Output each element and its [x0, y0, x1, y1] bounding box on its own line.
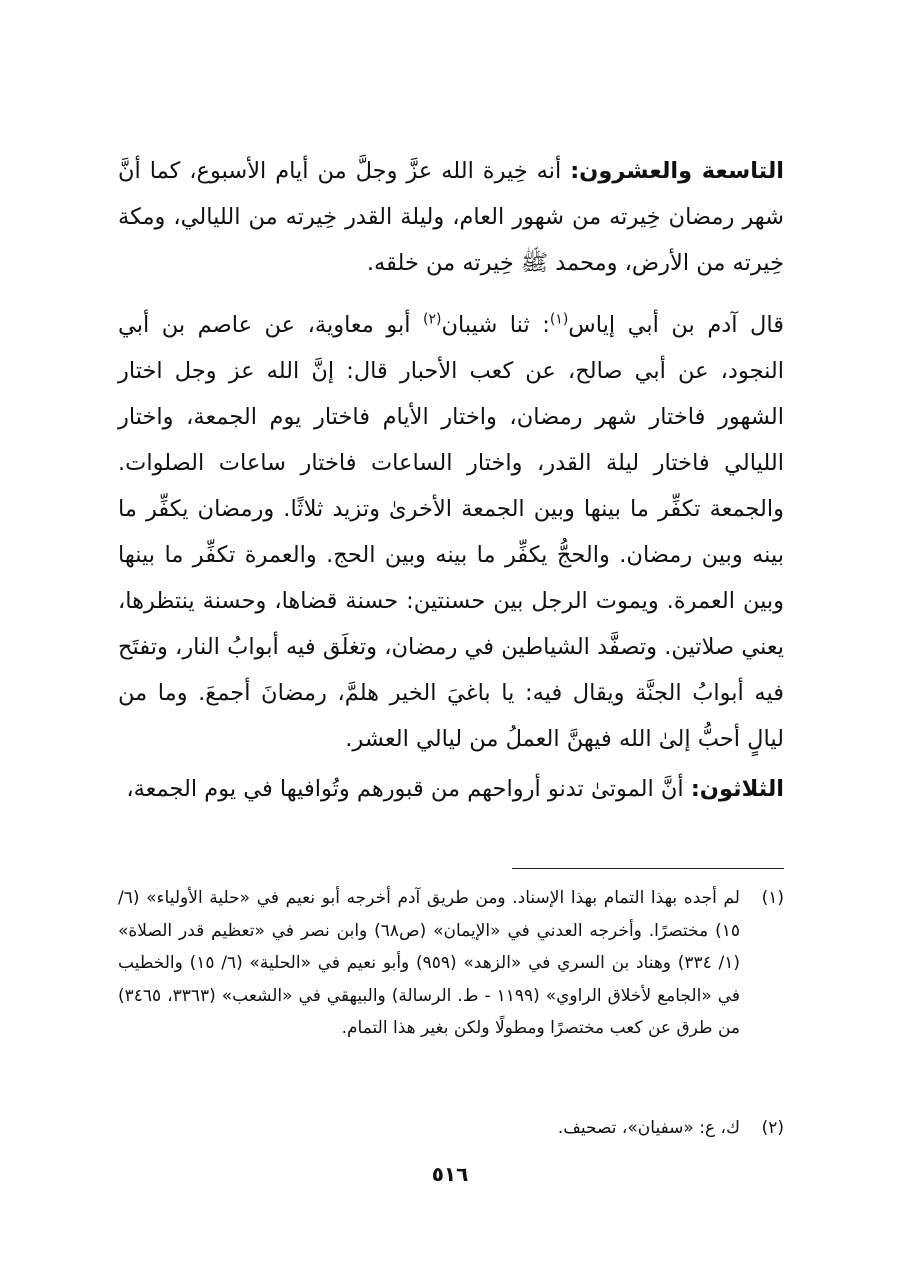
paragraph-heading: الثلاثون:: [690, 776, 784, 802]
paragraph-thirtieth: [118, 766, 784, 812]
footnote-text: ك، ع: «سفيان»، تصحيف.: [557, 1118, 740, 1138]
footnote-ref-2[interactable]: (٢): [423, 311, 442, 328]
footnote-1: [118, 882, 784, 1045]
footnote-number: (١): [761, 888, 784, 908]
page-number: ٥١٦: [431, 1162, 469, 1186]
paragraph-text: أبو معاوية، عن عاصم بن أبي النجود، عن أبي صالح، عن كعب الأحبار قال: إنَّ الله عز وجل اختار الشهور فاختار شهر رمضان، واختار الأيام فاختار يوم الجمعة، واختار الليالي فاختار ليلة القدر، واختار الساعات فاختار ساعات الصلوات. والجمعة تكفِّر ما بينها وبين الجمعة الأخرىٰ وتزيد ثلاثًا. ورمضان يكفِّر ما بينه وبين رمضان. والحجُّ يكفِّر ما بينه وبين الحج. والعمرة تكفِّر ما بينها وبين العمرة. ويموت الرجل بين حسنتين: حسنة قضاها، وحسنة ينتظرها، يعني صلاتين. وتصفَّد الشياطين في رمضان، وتغلَق فيه أبوابُ النار، وتفتَح فيه أبوابُ الجنَّة ويقال فيه: يا باغيَ الخير هلمَّ، رمضانَ أجمعَ. وما من ليالٍ أحبُّ إلىٰ الله فيهنَّ العملُ من ليالي العشر.: [118, 312, 784, 752]
paragraph-text: أنه خِيرة الله عزَّ وجلَّ من أيام الأسبوع، كما أنَّ شهر رمضان خِيرته من شهور العام، وليلة القدر خِيرته من الليالي، ومكة خِيرته من الأرض، ومحمد ﷺ خِيرته من خلقه.: [118, 158, 784, 276]
paragraph-text: أنَّ الموتىٰ تدنو أرواحهم من قبورهم وتُوافيها في يوم الجمعة،: [126, 776, 684, 802]
footnote-ref-1[interactable]: (١): [549, 311, 569, 328]
footnote-2: [118, 1112, 784, 1145]
paragraph-hadith: [118, 302, 784, 762]
paragraph-heading: التاسعة والعشرون:: [570, 158, 785, 184]
footnote-number: (٢): [761, 1118, 784, 1138]
footnote-divider: [512, 868, 784, 869]
footnote-text: لم أجده بهذا التمام بهذا الإسناد. ومن طريق آدم أخرجه أبو نعيم في «حلية الأولياء» (٦/ ١٥) مختصرًا. وأخرجه العدني في «الإيمان» (ص٦٨) وابن نصر في «تعظيم قدر الصلاة» (١/ ٣٣٤) وهناد بن السري في «الزهد» (٩٥٩) وأبو نعيم في «الحلية» (٦/ ١٥) والخطيب في «الجامع لأخلاق الراوي» (١١٩٩ - ط. الرسالة) والبيهقي في «الشعب» (٣٣٦٣، ٣٤٦٥) من طرق عن كعب مختصرًا ومطولًا ولكن بغير هذا التمام.: [118, 888, 741, 1038]
paragraph-text: : ثنا شيبان: [441, 312, 550, 338]
paragraph-text: قال آدم بن أبي إياس: [568, 312, 784, 338]
paragraph-twenty-ninth: [118, 148, 784, 286]
